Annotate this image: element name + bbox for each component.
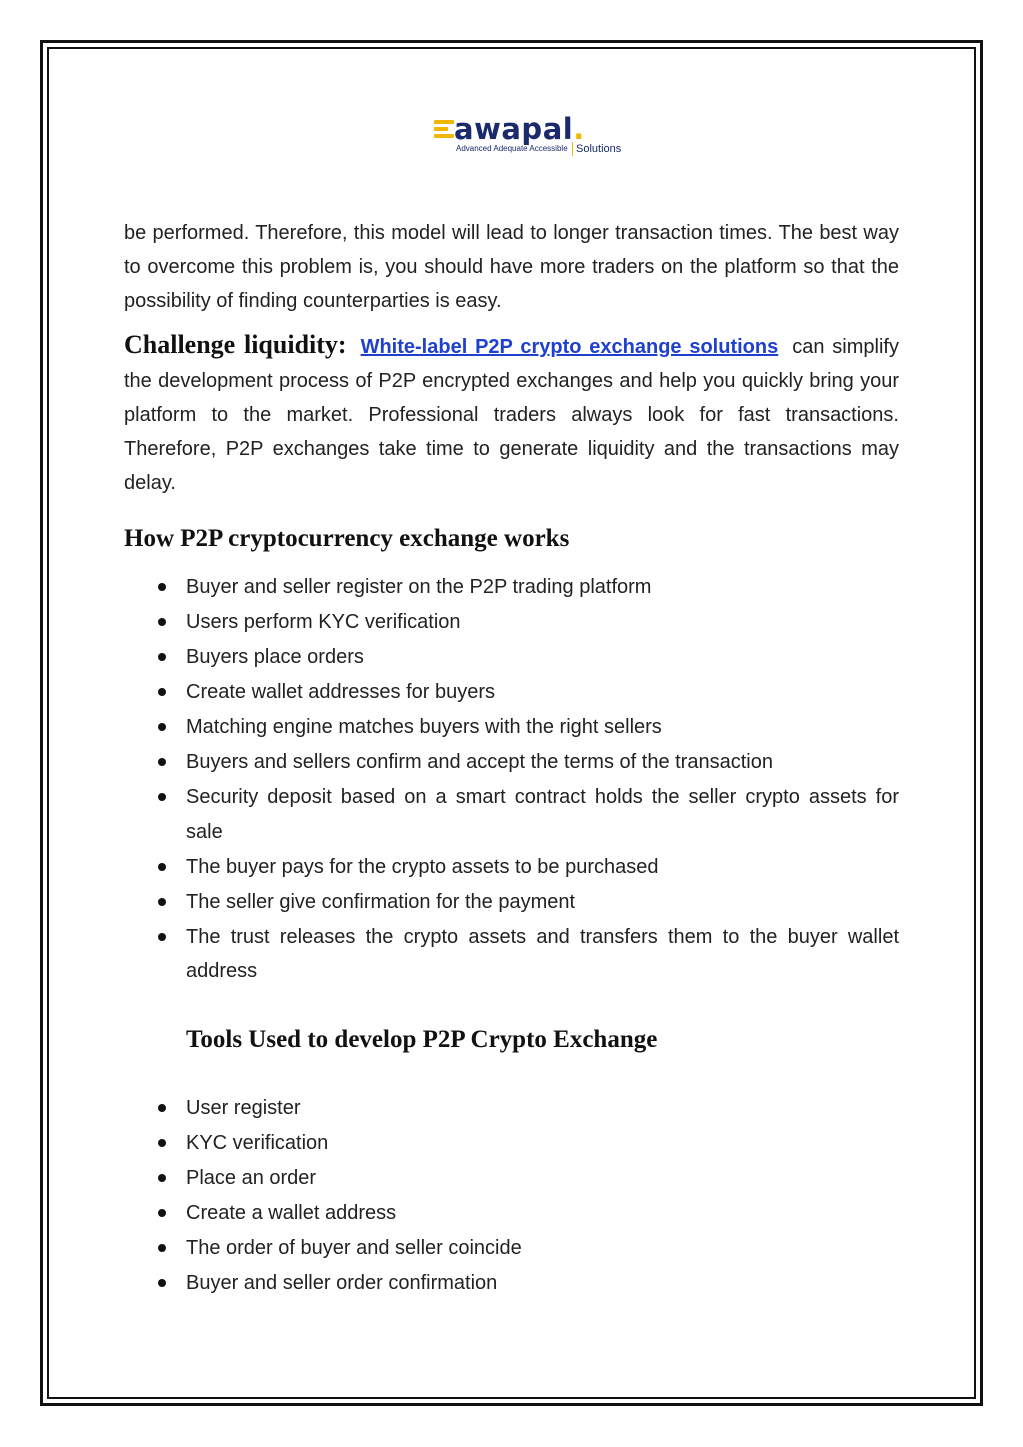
logo-dot: . <box>573 112 585 146</box>
tools-list <box>124 1091 899 1301</box>
logo-word: awapal <box>454 112 574 146</box>
list-item: Place an order <box>186 1161 899 1196</box>
list-item: Buyer and seller register on the P2P trading platform <box>186 570 899 605</box>
white-label-solutions-link[interactable]: White-label P2P crypto exchange solutions <box>360 336 779 358</box>
list-item: Buyer and seller order confirmation <box>186 1266 899 1301</box>
logo-solutions: Solutions <box>572 142 621 156</box>
logo-tagline: Advanced Adequate Accessible <box>456 144 568 153</box>
list-item: Users perform KYC verification <box>186 605 899 640</box>
list-item: KYC verification <box>186 1126 899 1161</box>
list-item: The trust releases the crypto assets and transfers them to the buyer wallet address <box>186 920 899 989</box>
list-item: Buyers place orders <box>186 640 899 675</box>
list-item: Create wallet addresses for buyers <box>186 675 899 710</box>
liquidity-paragraph <box>124 328 899 500</box>
intro-paragraph: be performed. Therefore, this model will lead to longer transaction times. The best way to overcome this problem is, you should have more traders on the platform so that the possibility of finding counterparties is easy. <box>124 222 899 312</box>
list-item: Buyers and sellers confirm and accept the terms of the transaction <box>186 745 899 780</box>
logo-wordmark <box>454 112 585 146</box>
list-item: Matching engine matches buyers with the right sellers <box>186 710 899 745</box>
list-item: The order of buyer and seller coincide <box>186 1231 899 1266</box>
list-item: User register <box>186 1091 899 1126</box>
logo-bars-icon <box>434 120 454 138</box>
liquidity-heading: Challenge liquidity: <box>124 330 347 359</box>
liquidity-text: can simplify the development process of P2P encrypted exchanges and help you quickly bring your platform to the market. Professional traders always look for fast transactions. Therefore, P2P exchanges take time to generate liquidity and the transactions may delay. <box>124 336 899 494</box>
tools-heading: Tools Used to develop P2P Crypto Exchange <box>186 1025 658 1053</box>
how-it-works-list <box>124 570 899 989</box>
list-item: Security deposit based on a smart contract holds the seller crypto assets for sale <box>186 780 899 849</box>
list-item: The seller give confirmation for the payment <box>186 885 899 920</box>
how-it-works-heading: How P2P cryptocurrency exchange works <box>124 525 570 552</box>
list-item: The buyer pays for the crypto assets to be purchased <box>186 850 899 885</box>
list-item: Create a wallet address <box>186 1196 899 1231</box>
document-body <box>124 216 899 1301</box>
company-logo <box>432 112 622 162</box>
